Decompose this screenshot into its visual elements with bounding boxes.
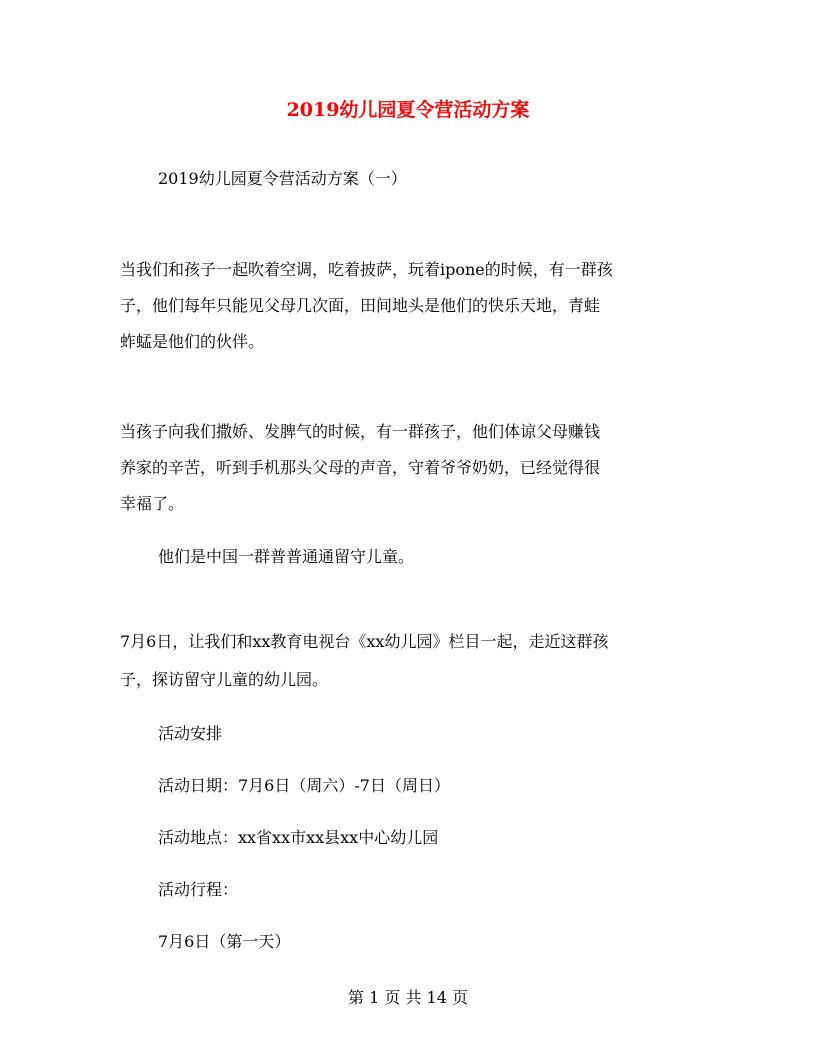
activity-location: 活动地点：xx省xx市xx县xx中心幼儿园 [158, 828, 439, 847]
document-subtitle: 2019幼儿园夏令营活动方案（一） [158, 169, 407, 188]
activity-date: 活动日期：7月6日（周六）-7日（周日） [158, 776, 450, 795]
paragraph-3: 他们是中国一群普普通通留守儿童。 [158, 547, 415, 566]
paragraph-2-line-3: 幸福了。 [120, 494, 185, 513]
day-1-heading: 7月6日（第一天） [158, 932, 291, 951]
document-title: 2019幼儿园夏令营活动方案 [286, 99, 530, 121]
paragraph-2-line-1: 当孩子向我们撒娇、发脾气的时候，有一群孩子，他们体谅父母赚钱 [120, 422, 601, 441]
paragraph-1-line-3: 蚱蜢是他们的伙伴。 [120, 332, 265, 351]
activity-arrangement-heading: 活动安排 [158, 724, 223, 743]
paragraph-2-line-2: 养家的辛苦，听到手机那头父母的声音，守着爷爷奶奶，已经觉得很 [120, 458, 601, 477]
page-indicator: 第 1 页 共 14 页 [348, 988, 468, 1007]
paragraph-4-line-2: 子，探访留守儿童的幼儿园。 [120, 670, 329, 689]
activity-itinerary: 活动行程： [158, 880, 239, 899]
paragraph-1-line-1: 当我们和孩子一起吹着空调，吃着披萨，玩着ipone的时候，有一群孩 [120, 260, 613, 279]
paragraph-1-line-2: 子，他们每年只能见父母几次面，田间地头是他们的快乐天地，青蛙 [120, 296, 601, 315]
paragraph-4-line-1: 7月6日，让我们和xx教育电视台《xx幼儿园》栏目一起，走近这群孩 [120, 632, 609, 651]
